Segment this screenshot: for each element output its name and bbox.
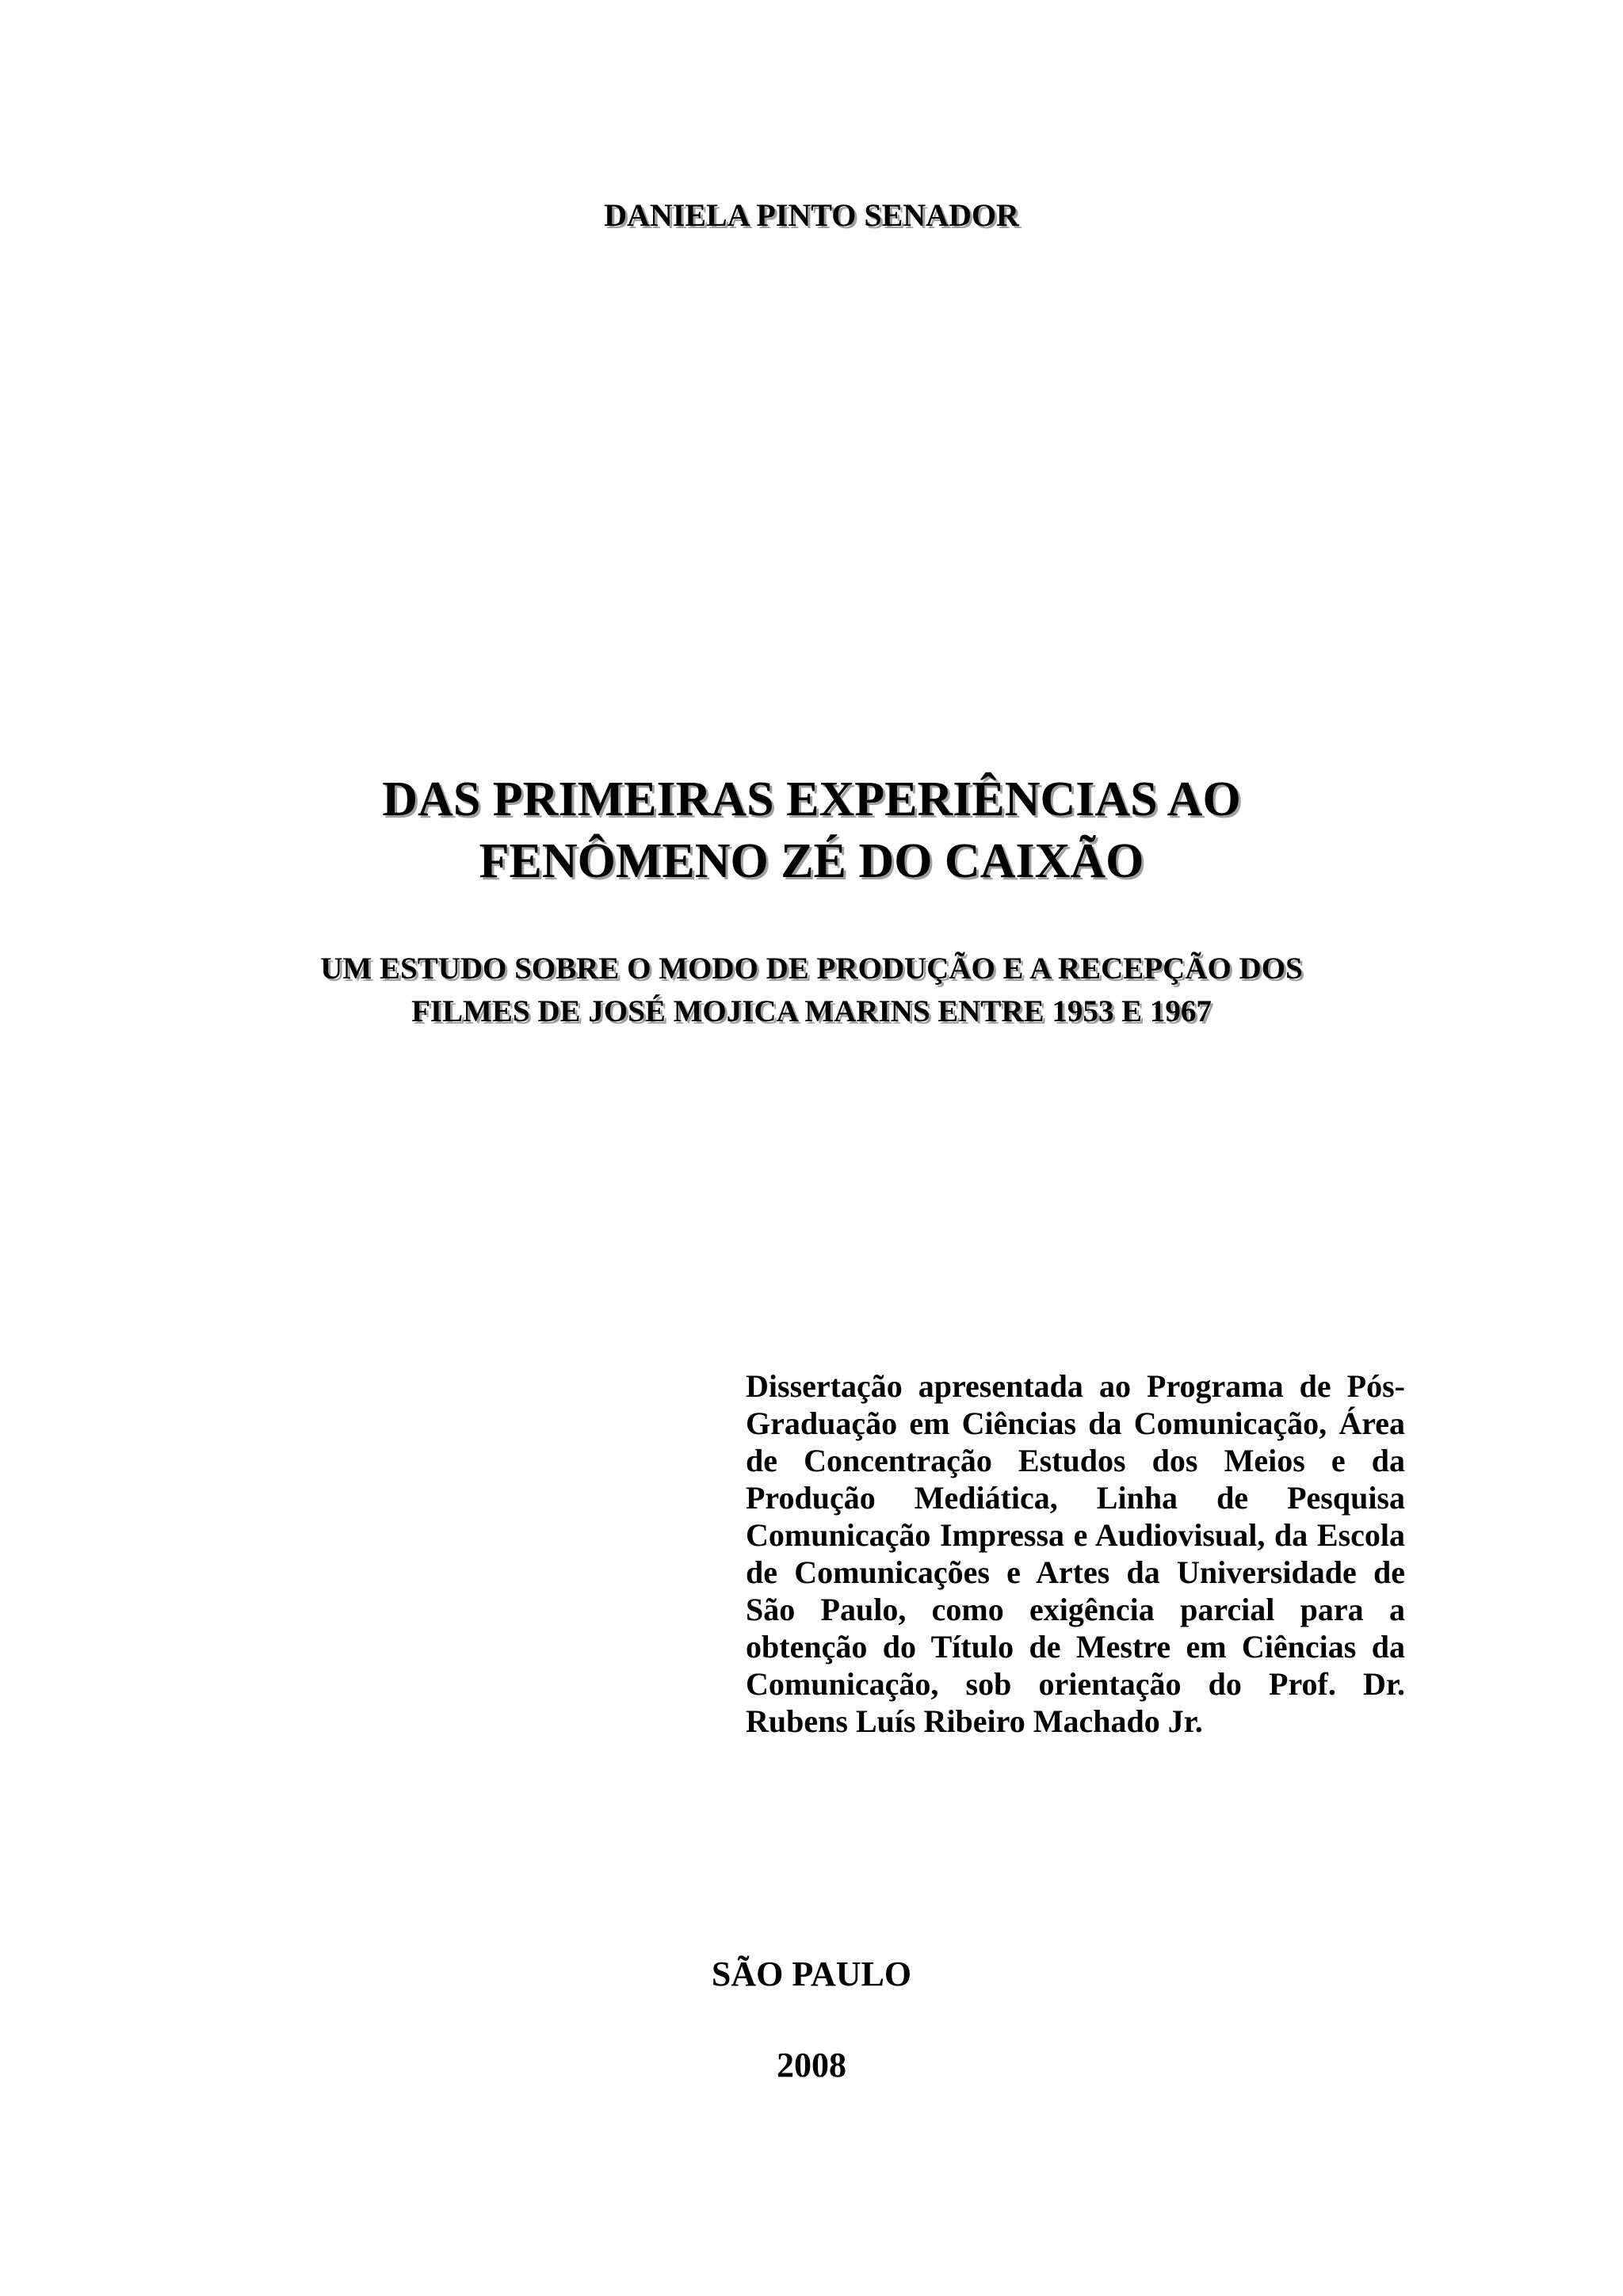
year: 2008 [777, 2046, 846, 2084]
thesis-title [0, 769, 1623, 892]
thesis-subtitle-line-2: FILMES DE JOSÉ MOJICA MARINS ENTRE 1953 E 1967 [411, 994, 1212, 1028]
author-name: DANIELA PINTO SENADOR [604, 197, 1019, 233]
dissertation-note: Dissertação apresentada ao Programa de Pós-Graduação em Ciências da Comunicação, Área de Concentração Estudos dos Meios e da Produção Mediática, Linha de Pesquisa Comunicação Impressa e Audiovisual, da Escola de Comunicações e Artes da Universidade de São Paulo, como exigência parcial para a obtenção do Título de Mestre em Ciências da Comunicação, sob orientação do Prof. Dr. Rubens Luís Ribeiro Machado Jr. [746, 1368, 1405, 1739]
thesis-subtitle-line-1: UM ESTUDO SOBRE O MODO DE PRODUÇÃO E A RECEPÇÃO DOS [320, 952, 1303, 986]
thesis-title-line-1: DAS PRIMEIRAS EXPERIÊNCIAS AO [382, 772, 1241, 826]
city: SÃO PAULO [711, 1955, 912, 1993]
thesis-title-line-2: FENÔMENO ZÉ DO CAIXÃO [479, 834, 1144, 888]
thesis-subtitle [0, 948, 1623, 1033]
